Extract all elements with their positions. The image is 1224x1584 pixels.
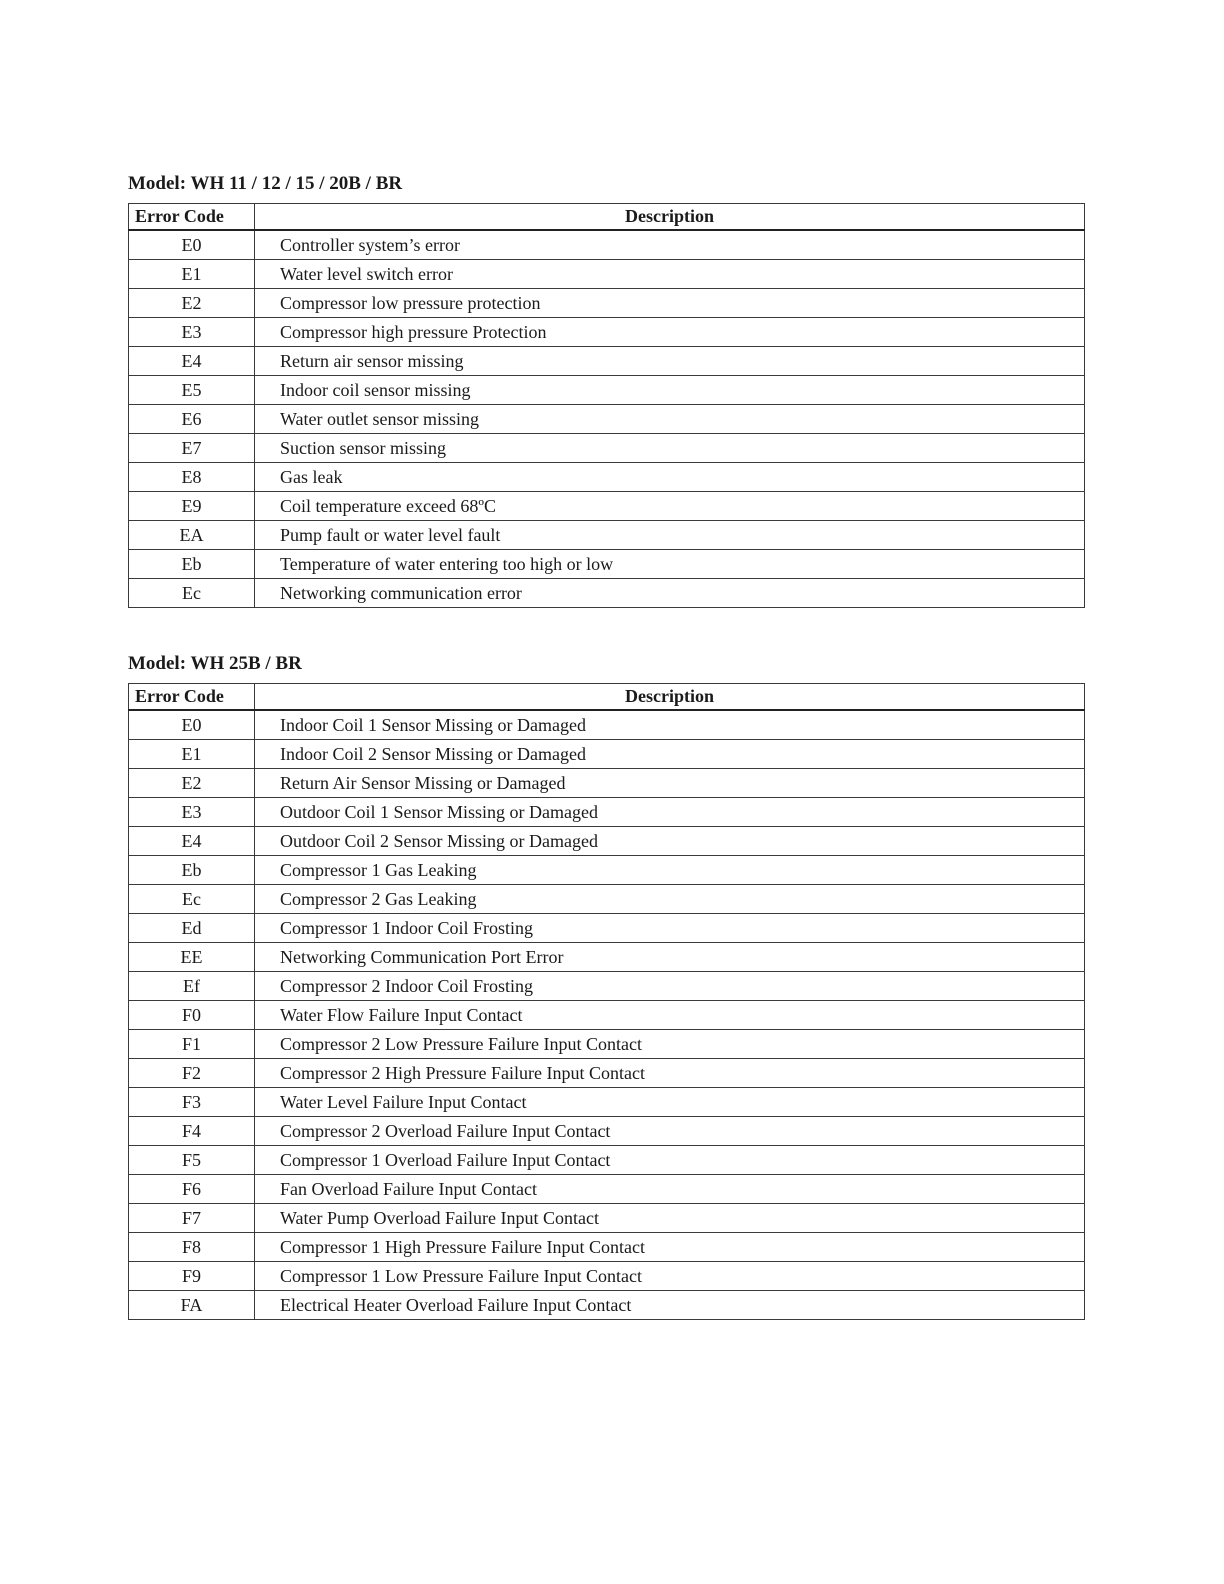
table-row [129,550,1085,579]
description-cell: Water Flow Failure Input Contact [255,1001,1085,1030]
description-cell: Compressor low pressure protection [255,289,1085,318]
description-cell: Networking communication error [255,579,1085,608]
error-code-cell: F3 [129,1088,255,1117]
error-code-cell: E3 [129,798,255,827]
description-cell: Pump fault or water level fault [255,521,1085,550]
description-cell: Compressor 1 High Pressure Failure Input Contact [255,1233,1085,1262]
table-row [129,1001,1085,1030]
table-row [129,492,1085,521]
table-row [129,376,1085,405]
table-body [129,710,1085,1320]
table-row [129,885,1085,914]
error-code-cell: E0 [129,710,255,740]
description-cell: Fan Overload Failure Input Contact [255,1175,1085,1204]
table-row [129,1088,1085,1117]
table-row [129,289,1085,318]
table-row [129,798,1085,827]
error-code-cell: E2 [129,769,255,798]
description-cell: Temperature of water entering too high or low [255,550,1085,579]
table-row [129,1059,1085,1088]
error-code-cell: F5 [129,1146,255,1175]
table-row [129,579,1085,608]
table-row [129,856,1085,885]
description-cell: Water level switch error [255,260,1085,289]
table-row [129,405,1085,434]
error-code-cell: E7 [129,434,255,463]
error-code-cell: Ef [129,972,255,1001]
description-cell: Electrical Heater Overload Failure Input Contact [255,1291,1085,1320]
table-row [129,943,1085,972]
error-code-cell: Ec [129,885,255,914]
description-cell: Water Pump Overload Failure Input Contact [255,1204,1085,1233]
error-code-header: Error Code [129,204,255,231]
error-code-cell: F8 [129,1233,255,1262]
error-code-cell: Eb [129,550,255,579]
error-code-cell: E9 [129,492,255,521]
table-body [129,230,1085,608]
table-row [129,1030,1085,1059]
model-title: Model: WH 25B / BR [128,653,302,674]
table-row [129,1262,1085,1291]
error-code-cell: E8 [129,463,255,492]
description-cell: Networking Communication Port Error [255,943,1085,972]
description-cell: Return Air Sensor Missing or Damaged [255,769,1085,798]
error-code-cell: EA [129,521,255,550]
error-code-cell: F9 [129,1262,255,1291]
error-code-cell: E1 [129,260,255,289]
table-row [129,1175,1085,1204]
table-row [129,972,1085,1001]
description-cell: Compressor 2 Low Pressure Failure Input Contact [255,1030,1085,1059]
error-code-cell: E5 [129,376,255,405]
description-cell: Compressor 1 Low Pressure Failure Input Contact [255,1262,1085,1291]
description-cell: Indoor Coil 1 Sensor Missing or Damaged [255,710,1085,740]
description-cell: Suction sensor missing [255,434,1085,463]
error-code-cell: F0 [129,1001,255,1030]
error-code-cell: E2 [129,289,255,318]
description-cell: Compressor 2 Overload Failure Input Contact [255,1117,1085,1146]
table-row [129,1117,1085,1146]
description-cell: Gas leak [255,463,1085,492]
description-cell: Water Level Failure Input Contact [255,1088,1085,1117]
error-code-section-wh-25b [128,652,1085,1320]
description-header: Description [255,204,1085,231]
description-cell: Outdoor Coil 2 Sensor Missing or Damaged [255,827,1085,856]
description-cell: Compressor high pressure Protection [255,318,1085,347]
description-cell: Compressor 1 Gas Leaking [255,856,1085,885]
table-row [129,521,1085,550]
description-cell: Compressor 2 High Pressure Failure Input Contact [255,1059,1085,1088]
error-code-table [128,683,1085,1320]
error-code-cell: Eb [129,856,255,885]
error-code-cell: F7 [129,1204,255,1233]
error-code-cell: E1 [129,740,255,769]
error-code-cell: Ec [129,579,255,608]
table-row [129,260,1085,289]
error-code-cell: E4 [129,827,255,856]
table-row [129,740,1085,769]
model-title: Model: WH 11 / 12 / 15 / 20B / BR [128,173,403,194]
error-code-cell: F4 [129,1117,255,1146]
error-code-cell: E0 [129,230,255,260]
error-code-cell: E6 [129,405,255,434]
table-row [129,1204,1085,1233]
table-row [129,230,1085,260]
table-row [129,710,1085,740]
table-row [129,1291,1085,1320]
error-code-cell: E3 [129,318,255,347]
error-code-cell: EE [129,943,255,972]
error-code-cell: E4 [129,347,255,376]
table-row [129,318,1085,347]
error-code-cell: F6 [129,1175,255,1204]
description-cell: Compressor 2 Gas Leaking [255,885,1085,914]
description-cell: Return air sensor missing [255,347,1085,376]
table-row [129,434,1085,463]
description-cell: Indoor Coil 2 Sensor Missing or Damaged [255,740,1085,769]
table-row [129,769,1085,798]
description-cell: Compressor 2 Indoor Coil Frosting [255,972,1085,1001]
table-row [129,1146,1085,1175]
error-code-cell: Ed [129,914,255,943]
table-row [129,463,1085,492]
description-cell: Indoor coil sensor missing [255,376,1085,405]
table-header-row [129,204,1085,231]
error-code-section-wh-11-12-15-20b [128,172,1085,608]
description-cell: Outdoor Coil 1 Sensor Missing or Damaged [255,798,1085,827]
error-code-cell: F1 [129,1030,255,1059]
error-code-table [128,203,1085,608]
description-cell: Compressor 1 Overload Failure Input Contact [255,1146,1085,1175]
table-row [129,914,1085,943]
description-header: Description [255,684,1085,711]
description-cell: Compressor 1 Indoor Coil Frosting [255,914,1085,943]
error-code-cell: F2 [129,1059,255,1088]
description-cell: Coil temperature exceed 68ºC [255,492,1085,521]
table-row [129,1233,1085,1262]
description-cell: Controller system’s error [255,230,1085,260]
table-header-row [129,684,1085,711]
description-cell: Water outlet sensor missing [255,405,1085,434]
error-code-cell: FA [129,1291,255,1320]
table-row [129,827,1085,856]
table-row [129,347,1085,376]
error-code-header: Error Code [129,684,255,711]
